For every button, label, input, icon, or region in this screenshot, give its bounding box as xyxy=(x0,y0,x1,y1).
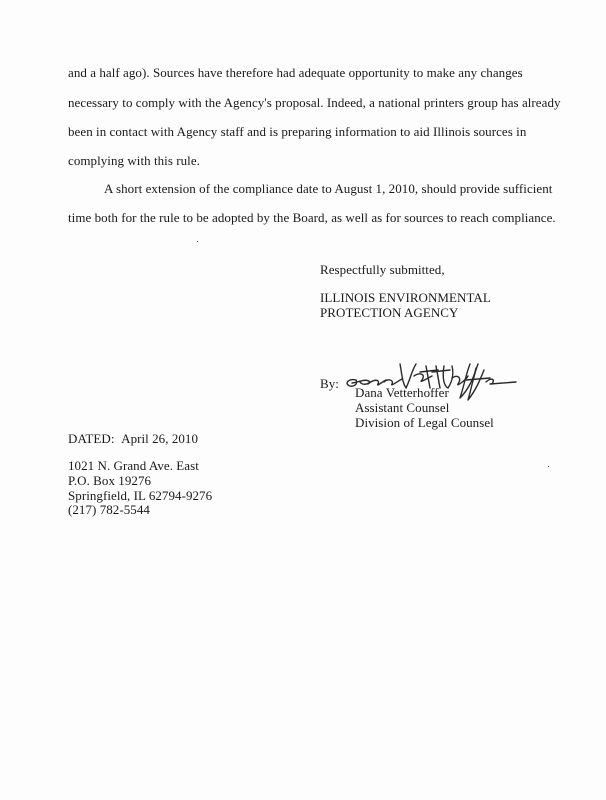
address-po-box: P.O. Box 19276 xyxy=(68,473,152,488)
paragraph-1-line-3: been in contact with Agency staff and is preparing information to aid Illinois sources in xyxy=(68,124,527,139)
scan-speck xyxy=(197,241,198,242)
paragraph-1-line-4: complying with this rule. xyxy=(68,153,200,168)
signer-title: Assistant Counsel xyxy=(355,400,450,415)
paragraph-1-line-2: necessary to comply with the Agency's proposal. Indeed, a national printers group has already xyxy=(68,95,561,110)
signer-division: Division of Legal Counsel xyxy=(355,415,494,430)
dated-label: DATED: xyxy=(68,431,115,446)
address-street: 1021 N. Grand Ave. East xyxy=(68,458,199,473)
paragraph-2-line-2: time both for the rule to be adopted by the Board, as well as for sources to reach compliance. xyxy=(68,210,556,225)
address-phone: (217) 782-5544 xyxy=(68,502,150,517)
organization-line-1: ILLINOIS ENVIRONMENTAL xyxy=(320,290,491,305)
dated-line xyxy=(68,431,198,446)
paragraph-2-line-1: A short extension of the compliance date to August 1, 2010, should provide sufficient xyxy=(104,181,553,196)
scan-speck xyxy=(548,466,549,467)
by-label: By: xyxy=(320,376,339,391)
dated-value: April 26, 2010 xyxy=(121,431,199,446)
signer-name: Dana Vetterhoffer xyxy=(355,385,449,400)
organization-line-2: PROTECTION AGENCY xyxy=(320,305,459,320)
address-city: Springfield, IL 62794-9276 xyxy=(68,488,213,503)
paragraph-1-line-1: and a half ago). Sources have therefore had adequate opportunity to make any changes xyxy=(68,65,523,80)
salutation: Respectfully submitted, xyxy=(320,262,445,277)
